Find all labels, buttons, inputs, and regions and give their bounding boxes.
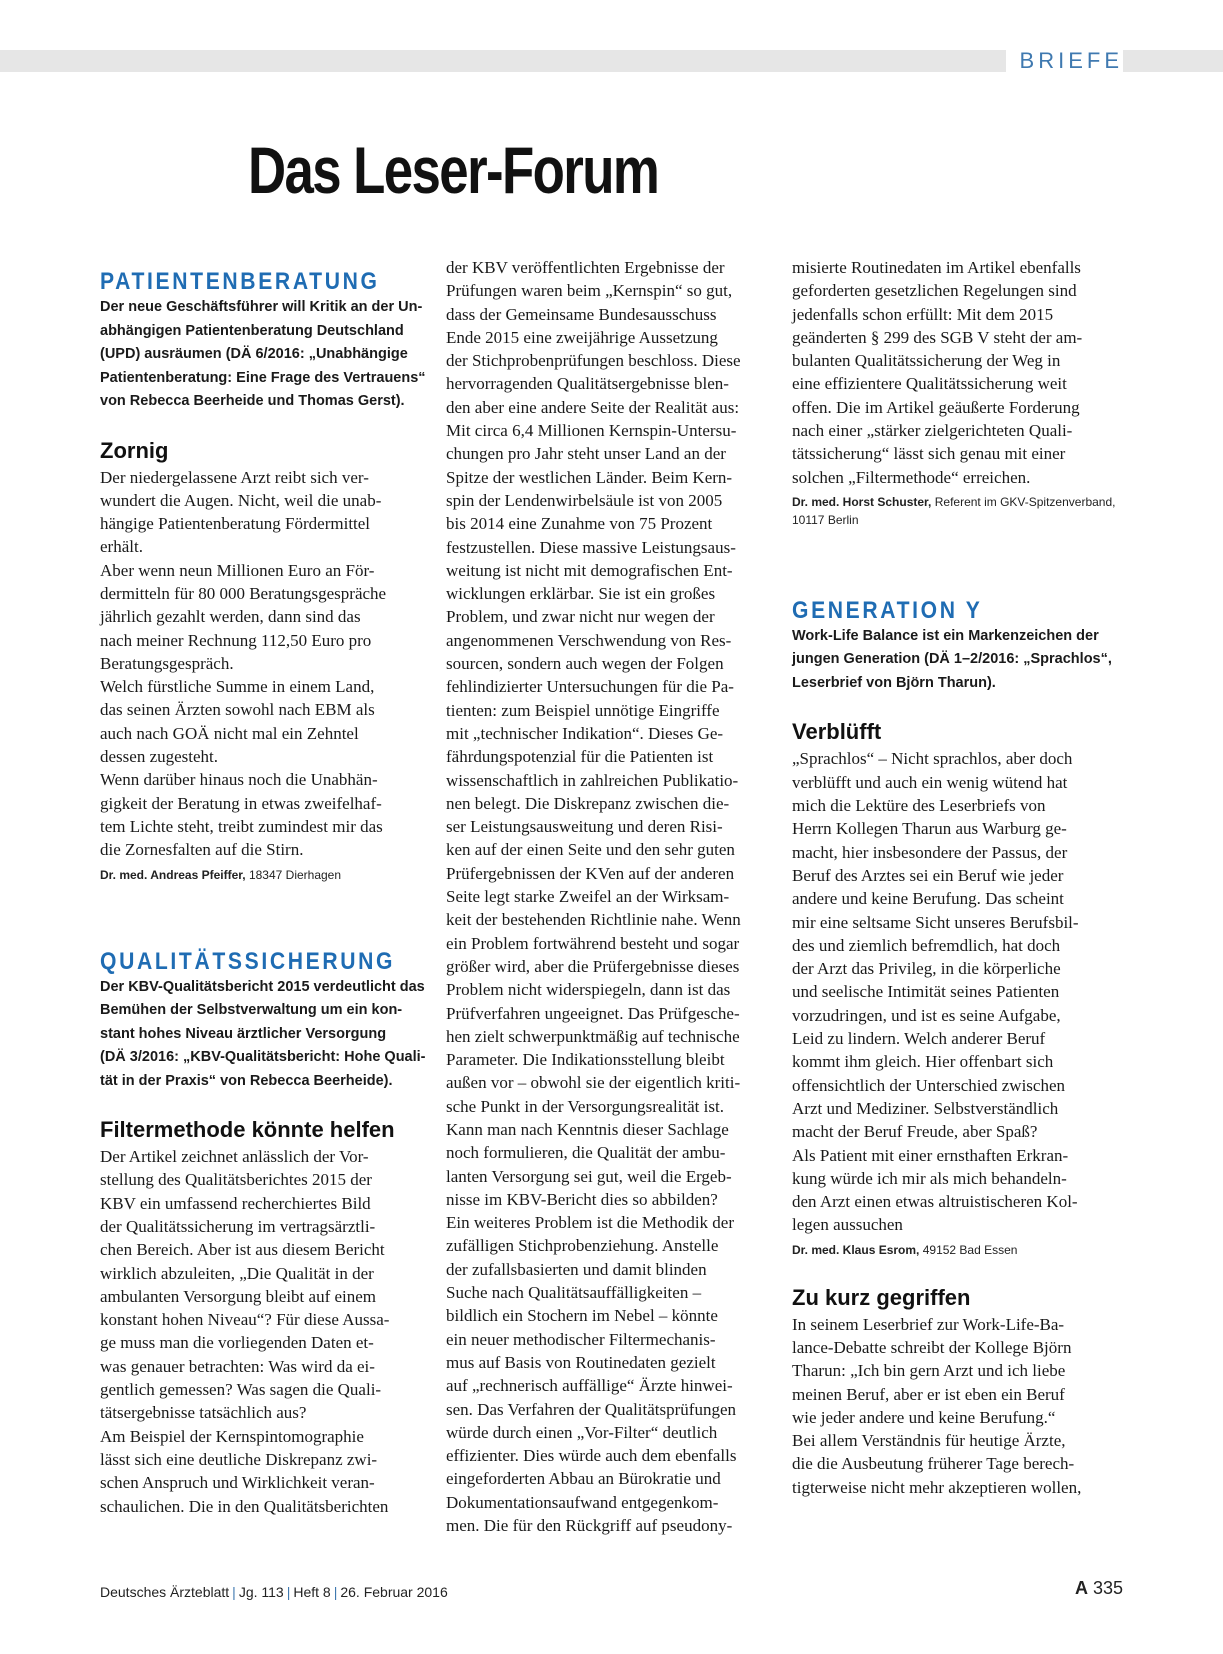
text-line: KBV ein umfassend recherchiertes Bild — [100, 1193, 371, 1213]
text-line: fehlindizierter Untersuchungen für die Pa- — [446, 677, 734, 697]
text-line: mus auf Basis von Routinedaten gezielt — [446, 1352, 716, 1372]
text-line: Kann man nach Kenntnis dieser Sachlage — [446, 1119, 729, 1139]
text-line: Prüfergebnissen der KVen auf der anderen — [446, 863, 735, 883]
text-line: der KBV veröffentlichten Ergebnisse der — [446, 258, 725, 277]
text-line: mir eine seltsame Sicht unseres Berufsbil- — [792, 912, 1079, 932]
text-line: auch nach GOÄ nicht mal ein Zehntel — [100, 723, 359, 743]
text-line: lanten Versorgung sei gut, weil die Ergeb- — [446, 1166, 732, 1186]
letter-heading-filtermethode: Filtermethode könnte helfen — [100, 1117, 395, 1143]
text-line: keit der bestehenden Richtlinie nahe. Wenn — [446, 910, 741, 930]
text-line: Prüfungen waren beim „Kernspin“ so gut, — [446, 281, 733, 301]
page-number — [1075, 1578, 1123, 1599]
footer-issue: Heft 8 — [293, 1584, 331, 1600]
text-line: eine effizientere Qualitätssicherung weit — [792, 374, 1067, 394]
text-line: der Arzt das Privileg, in die körperliche — [792, 959, 1061, 979]
letter-intro — [100, 976, 424, 1094]
signature-place: 49152 Bad Essen — [919, 1242, 1018, 1257]
text-line: Leid zu lindern. Welch anderer Beruf — [792, 1029, 1046, 1049]
topic-heading-qualitaetssicherung: QUALITÄTSSICHERUNG — [100, 947, 396, 975]
text-line: Der KBV-Qualitätsbericht 2015 verdeutlicht das — [100, 978, 425, 995]
text-line: Aber wenn neun Millionen Euro an För- — [100, 560, 375, 580]
text-line: In seinem Leserbrief zur Work-Life-Ba- — [792, 1314, 1065, 1334]
footer-separator: | — [286, 1584, 291, 1600]
letter-body-continued — [792, 256, 1122, 489]
text-line: Herrn Kollegen Tharun aus Warburg ge- — [792, 819, 1067, 839]
text-line: nisse im KBV-Bericht dies so abbilden? — [446, 1189, 718, 1209]
text-line: bis 2014 eine Zunahme von 75 Prozent — [446, 514, 713, 534]
text-line: lance-Debatte schreibt der Kollege Björn — [792, 1338, 1072, 1357]
letter-intro — [792, 625, 1122, 696]
text-line: fährdungspotenzial für die Patienten ist — [446, 747, 714, 767]
text-line: Als Patient mit einer ernsthaften Erkran- — [792, 1145, 1069, 1165]
letter-body — [792, 747, 1122, 1236]
letter-body — [100, 1145, 424, 1518]
text-line: sourcen, sondern auch wegen der Folgen — [446, 654, 724, 674]
text-line: Problem nicht widerspiegeln, dann ist das — [446, 980, 731, 1000]
text-line: (DÄ 3/2016: „KBV-Qualitätsbericht: Hohe Quali- — [100, 1049, 426, 1066]
text-line: festzustellen. Diese massive Leistungsaus- — [446, 537, 736, 557]
text-line: Problem, und zwar nicht nur wegen der — [446, 607, 715, 627]
text-line: außen vor – obwohl sie der eigentlich kriti- — [446, 1073, 741, 1093]
text-line: den Arzt einen etwas altruistischeren Kol- — [792, 1192, 1078, 1212]
text-line: verblüfft und auch ein wenig wütend hat — [792, 772, 1068, 792]
text-line: stant hohes Niveau ärztlicher Versorgung — [100, 1025, 387, 1042]
text-line: was genauer betrachten: Was wird da ei- — [100, 1356, 375, 1376]
text-line: die die Ausbeutung früherer Tage berech- — [792, 1454, 1075, 1474]
text-line: konstant hohen Niveau“? Für diese Aussa- — [100, 1310, 390, 1330]
text-line: Arzt und Mediziner. Selbstverständlich — [792, 1098, 1059, 1118]
signature-name: Dr. med. Andreas Pfeiffer, — [100, 867, 246, 882]
text-line: andere und keine Berufung. Das scheint — [792, 889, 1064, 909]
text-line: ser Leistungsausweitung und deren Risi- — [446, 817, 723, 837]
text-line: die Zornesfalten auf die Stirn. — [100, 840, 304, 860]
letter-signature — [792, 1241, 1122, 1259]
letter-heading-zornig: Zornig — [100, 437, 169, 463]
text-line: Seite legt starke Zweifel an der Wirksam- — [446, 887, 730, 907]
text-line: offen. Die im Artikel geäußerte Forderung — [792, 397, 1080, 417]
text-line: der Stichprobenprüfungen beschloss. Diese — [446, 351, 741, 371]
text-line: gentlich gemessen? Was sagen die Quali- — [100, 1380, 382, 1400]
text-line: (UPD) ausräumen (DÄ 6/2016: „Unabhängige — [100, 346, 408, 362]
letter-heading-zu-kurz-gegriffen: Zu kurz gegriffen — [792, 1284, 971, 1310]
text-line: bildlich ein Stochern im Nebel – könnte — [446, 1306, 718, 1326]
text-line: hängige Patientenberatung Fördermittel — [100, 514, 371, 534]
text-line: ein Problem fortwährend besteht und sogar — [446, 933, 740, 953]
text-line: chen Bereich. Aber ist aus diesem Bericht — [100, 1240, 385, 1260]
text-line: kung würde ich mir als mich behandeln- — [792, 1168, 1067, 1188]
text-line: zufälligen Stichprobenziehung. Anstelle — [446, 1236, 719, 1256]
text-line: wirklich abzuleiten, „Die Qualität in der — [100, 1263, 374, 1283]
letter-signature — [792, 493, 1122, 529]
topic-heading-generation-y: GENERATION Y — [792, 596, 983, 624]
text-line: Beratungsgespräch. — [100, 653, 234, 673]
text-line: wissenschaftlich in zahlreichen Publikatio- — [446, 770, 739, 790]
page-prefix: A — [1074, 1578, 1088, 1598]
text-line: des und ziemlich befremdlich, hat doch — [792, 935, 1061, 955]
footer-journal: Deutsches Ärzteblatt — [100, 1584, 230, 1600]
footer-separator: | — [333, 1584, 338, 1600]
text-line: men. Die für den Rückgriff auf pseudony- — [446, 1516, 733, 1536]
text-line: Ein weiteres Problem ist die Methodik der — [446, 1213, 734, 1233]
signature-name: Dr. med. Horst Schuster, — [792, 494, 932, 509]
text-line: größer wird, aber die Prüfergebnisse dieses — [446, 956, 740, 976]
text-line: sen. Das Verfahren der Qualitätsprüfungen — [446, 1399, 737, 1419]
footer-separator: | — [232, 1584, 236, 1600]
column-2 — [446, 256, 776, 1537]
text-line: Der niedergelassene Arzt reibt sich ver- — [100, 467, 369, 487]
text-line: hervorragenden Qualitätsergebnisse blen- — [446, 374, 729, 394]
text-line: nach meiner Rechnung 112,50 Euro pro — [100, 630, 372, 650]
text-line: Der Artikel zeichnet anlässlich der Vor- — [100, 1147, 369, 1167]
text-line: weitung ist nicht mit demografischen Ent- — [446, 560, 733, 580]
text-line: Leserbrief von Björn Tharun). — [792, 674, 996, 691]
text-line: tätsergebnisse tatsächlich aus? — [100, 1403, 307, 1423]
text-line: stellung des Qualitätsberichtes 2015 der — [100, 1170, 372, 1190]
text-line: der zufallsbasierten und damit blinden — [446, 1259, 707, 1279]
text-line: Am Beispiel der Kernspintomographie — [100, 1426, 364, 1446]
text-line: auf „rechnerisch auffällige“ Ärzte hinwei- — [446, 1376, 733, 1396]
column-3 — [792, 256, 1122, 1499]
text-line: hen zielt schwerpunktmäßig auf technische — [446, 1026, 740, 1046]
text-line: dessen zugesteht. — [100, 747, 219, 767]
footer-volume: Jg. 113 — [238, 1584, 284, 1600]
signature-place: 18347 Dierhagen — [245, 867, 342, 882]
text-line: spin der Lendenwirbelsäule ist von 2005 — [446, 490, 723, 510]
letter-body — [792, 1313, 1122, 1499]
letter-intro — [100, 296, 424, 414]
text-line: lässt sich eine deutliche Diskrepanz zwi- — [100, 1449, 378, 1469]
text-line: Welch fürstliche Summe in einem Land, — [100, 677, 375, 697]
signature-place: 10117 Berlin — [792, 512, 859, 527]
text-line: dermitteln für 80 000 Beratungsgespräche — [100, 583, 387, 603]
text-line: sche Punkt in der Versorgungsrealität ist. — [446, 1096, 724, 1116]
text-line: effizienter. Dies würde auch dem ebenfalls — [446, 1446, 737, 1466]
text-line: schen Anspruch und Wirklichkeit veran- — [100, 1473, 375, 1493]
section-label: BRIEFE — [1006, 47, 1123, 75]
text-line: Dokumentationsaufwand entgegenkom- — [446, 1492, 719, 1512]
text-line: solchen „Filtermethode“ erreichen. — [792, 467, 1031, 487]
text-line: jährlich gezahlt werden, dann sind das — [100, 607, 361, 627]
text-line: das seinen Ärzten sowohl nach EBM als — [100, 700, 375, 720]
text-line: Patientenberatung: Eine Frage des Vertrauens“ — [100, 369, 426, 386]
text-line: Work-Life Balance ist ein Markenzeichen der — [792, 627, 1099, 644]
text-line: der Qualitätssicherung im vertragsärztli- — [100, 1216, 376, 1236]
text-line: bulanten Qualitätssicherung der Weg in — [792, 351, 1061, 371]
text-line: ge muss man die vorliegenden Daten et- — [100, 1333, 374, 1353]
page-title: Das Leser-Forum — [248, 133, 659, 207]
text-line: legen aussuchen — [792, 1215, 903, 1235]
text-line: Mit circa 6,4 Millionen Kernspin-Untersu- — [446, 421, 737, 441]
text-line: Bemühen der Selbstverwaltung um ein kon- — [100, 1002, 403, 1019]
text-line: Ende 2015 eine zweijährige Aussetzung — [446, 327, 718, 347]
text-line: mich die Lektüre des Leserbriefs von — [792, 796, 1046, 816]
column-1 — [100, 268, 424, 1518]
signature-name: Dr. med. Klaus Esrom, — [792, 1242, 920, 1257]
text-line: tem Lichte steht, treibt zumindest mir das — [100, 816, 383, 836]
letter-heading-verbluefft: Verblüfft — [792, 719, 882, 745]
text-line: vorzudringen, und ist es seine Aufgabe, — [792, 1005, 1061, 1025]
text-line: misierte Routinedaten im Artikel ebenfalls — [792, 258, 1081, 277]
text-line: Wenn darüber hinaus noch die Unabhän- — [100, 770, 378, 790]
text-line: offensichtlich der Unterschied zwischen — [792, 1075, 1066, 1095]
text-line: tätssicherung“ lässt sich genau mit einer — [792, 444, 1066, 464]
text-line: ken auf der einen Seite und den sehr guten — [446, 840, 735, 860]
text-line: meinen Beruf, aber er ist eben ein Beruf — [792, 1384, 1065, 1404]
text-line: nach einer „stärker zielgerichteten Quali- — [792, 421, 1073, 441]
text-line: von Rebecca Beerheide und Thomas Gerst). — [100, 393, 405, 409]
letter-signature — [100, 866, 424, 884]
text-line: ambulanten Versorgung bleibt auf einem — [100, 1286, 377, 1306]
text-line: schaulichen. Die in den Qualitätsberichten — [100, 1496, 389, 1516]
text-line: Parameter. Die Indikationsstellung bleibt — [446, 1050, 725, 1070]
text-line: dass der Gemeinsame Bundesausschuss — [446, 304, 717, 324]
text-line: noch formulieren, die Qualität der ambu- — [446, 1143, 726, 1163]
text-line: wundert die Augen. Nicht, weil die unab- — [100, 490, 382, 510]
letter-body-continued — [446, 256, 776, 1537]
text-line: geforderten gesetzlichen Regelungen sind — [792, 281, 1077, 301]
letter-body — [100, 466, 424, 862]
text-line: macht, hier insbesondere der Passus, der — [792, 842, 1068, 862]
text-line: „Sprachlos“ – Nicht sprachlos, aber doch — [792, 749, 1073, 769]
text-line: jedenfalls schon erfüllt: Mit dem 2015 — [792, 304, 1054, 324]
page-number-value: 335 — [1087, 1578, 1123, 1598]
text-line: Beruf des Arztes sei ein Beruf wie jeder — [792, 865, 1064, 885]
text-line: Prüfverfahren ungeeignet. Das Prüfgesche- — [446, 1003, 740, 1023]
text-line: Suche nach Qualitätsauffälligkeiten – — [446, 1283, 702, 1303]
text-line: kommt ihm gleich. Hier offenbart sich — [792, 1052, 1054, 1072]
text-line: wie jeder andere und keine Berufung.“ — [792, 1407, 1056, 1427]
text-line: und seelische Intimität seines Patienten — [792, 982, 1060, 1002]
text-line: wicklungen erklärbar. Sie ist ein großes — [446, 584, 716, 604]
signature-affiliation: Referent im GKV-Spitzenverband, — [931, 494, 1116, 509]
text-line: abhängigen Patientenberatung Deutschland — [100, 322, 404, 339]
text-line: mit „technischer Indikation“. Dieses Ge- — [446, 723, 724, 743]
text-line: Bei allem Verständnis für heutige Ärzte, — [792, 1431, 1066, 1451]
text-line: jungen Generation (DÄ 1–2/2016: „Sprachlos“, — [792, 651, 1112, 668]
text-line: tigterweise nicht mehr akzeptieren wollen, — [792, 1477, 1082, 1497]
topic-heading-patientenberatung: PATIENTENBERATUNG — [100, 268, 380, 295]
text-line: tät in der Praxis“ von Rebecca Beerheide). — [100, 1072, 393, 1089]
text-line: geänderten § 299 des SGB V steht der am- — [792, 327, 1083, 347]
text-line: ein neuer methodischer Filtermechanis- — [446, 1329, 716, 1349]
text-line: Spitze der westlichen Länder. Beim Kern- — [446, 467, 733, 487]
footer-citation — [100, 1584, 448, 1600]
text-line: Der neue Geschäftsführer will Kritik an der Un- — [100, 299, 423, 315]
text-line: Tharun: „Ich bin gern Arzt und ich liebe — [792, 1361, 1066, 1381]
text-line: nen belegt. Die Diskrepanz zwischen die- — [446, 793, 730, 813]
text-line: macht der Beruf Freude, aber Spaß? — [792, 1122, 1038, 1142]
text-line: den aber eine andere Seite der Realität aus: — [446, 397, 740, 417]
text-line: würde durch einen „Vor-Filter“ deutlich — [446, 1422, 718, 1442]
text-line: tienten: zum Beispiel unnötige Eingriffe — [446, 700, 720, 720]
text-line: angenommenen Verschwendung von Res- — [446, 630, 732, 650]
text-line: erhält. — [100, 537, 143, 557]
text-line: chungen pro Jahr steht unser Land an der — [446, 444, 726, 464]
footer-date: 26. Februar 2016 — [340, 1584, 448, 1600]
text-line: eingeforderten Abbau an Bürokratie und — [446, 1469, 721, 1489]
text-line: gigkeit der Beratung in etwas zweifelhaf- — [100, 793, 382, 813]
